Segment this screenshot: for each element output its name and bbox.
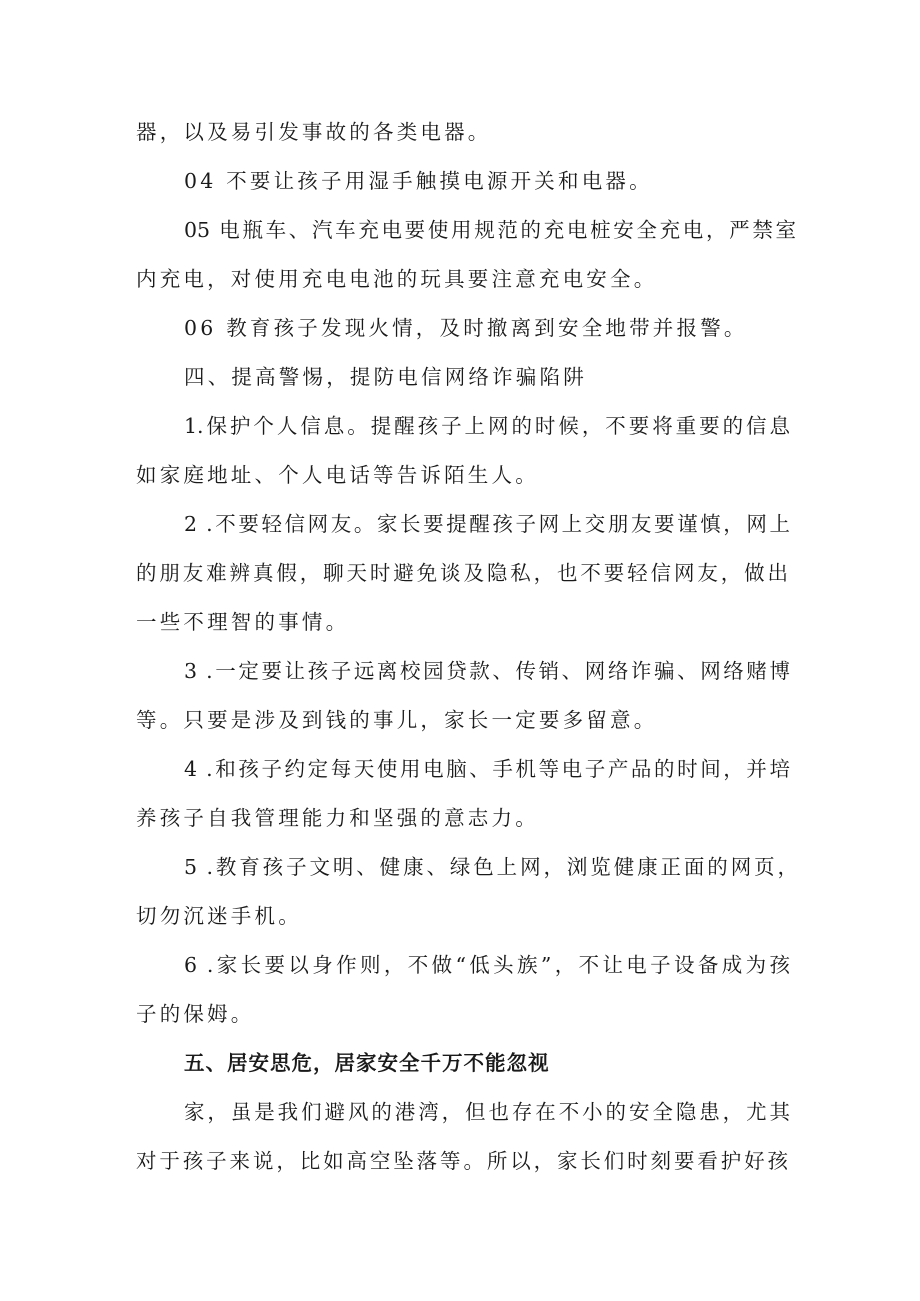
text-line: 的朋友难辨真假，聊天时避免谈及隐私，也不要轻信网友，做出 [136, 561, 788, 585]
text-line: 子的保姆。 [136, 1002, 255, 1026]
text-line: 5 .教育孩子文明、健康、绿色上网，浏览健康正面的网页， [184, 855, 798, 879]
text-line: 1.保护个人信息。提醒孩子上网的时候，不要将重要的信息 [184, 414, 790, 438]
text-line: 3 .一定要让孩子远离校园贷款、传销、网络诈骗、网络赌博 [184, 659, 790, 683]
section-heading: 四、提高警惕，提防电信网络诈骗陷阱 [184, 365, 587, 389]
text-line: 4 .和孩子约定每天使用电脑、手机等电子产品的时间，并培 [184, 757, 790, 781]
text-line: 内充电，对使用充电电池的玩具要注意充电安全。 [136, 267, 658, 291]
text-line: 器，以及易引发事故的各类电器。 [136, 120, 492, 144]
text-line: 如家庭地址、个人电话等告诉陌生人。 [136, 463, 539, 487]
section-heading: 五、居安思危，居家安全千万不能忽视 [184, 1051, 550, 1075]
text-line: 04 不要让孩子用湿手触摸电源开关和电器。 [184, 169, 653, 193]
text-line: 6 .家长要以身作则，不做“低头族”，不让电子设备成为孩 [184, 953, 790, 977]
text-line: 2 .不要轻信网友。家长要提醒孩子网上交朋友要谨慎，网上 [184, 512, 790, 536]
text-line: 一些不理智的事情。 [136, 610, 350, 634]
text-line: 05 电瓶车、汽车充电要使用规范的充电桩安全充电，严禁室 [184, 218, 796, 242]
text-line: 06 教育孩子发现火情，及时撤离到安全地带并报警。 [184, 316, 748, 340]
text-line: 养孩子自我管理能力和坚强的意志力。 [136, 806, 539, 830]
text-line: 家，虽是我们避风的港湾，但也存在不小的安全隐患，尤其 [184, 1100, 790, 1124]
text-line: 对于孩子来说，比如高空坠落等。所以，家长们时刻要看护好孩 [136, 1149, 788, 1173]
text-line: 等。只要是涉及到钱的事儿，家长一定要多留意。 [136, 708, 658, 732]
text-line: 切勿沉迷手机。 [136, 904, 302, 928]
